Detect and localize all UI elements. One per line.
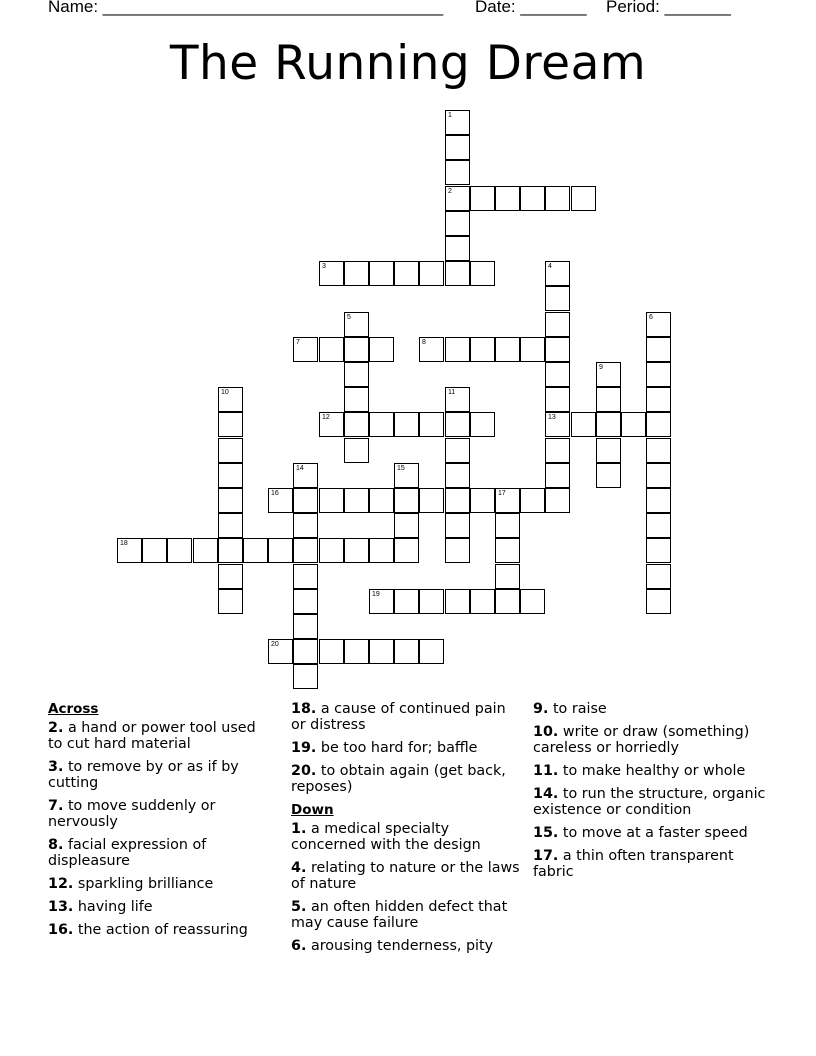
clue-item-number: 17.: [533, 848, 559, 864]
grid-cell[interactable]: [344, 488, 369, 513]
clue-item-number: 7.: [48, 798, 64, 814]
grid-cell[interactable]: [419, 639, 444, 664]
clue-item: [291, 860, 523, 892]
grid-cell[interactable]: [545, 186, 570, 211]
grid-cell[interactable]: [394, 488, 419, 513]
grid-cell[interactable]: [293, 488, 318, 513]
grid-cell[interactable]: [394, 589, 419, 614]
clue-item-text: to remove by or as if by cutting: [48, 759, 239, 791]
name-field-label[interactable]: Name: ____________________________________: [48, 0, 444, 16]
grid-cell[interactable]: [445, 387, 470, 412]
clue-item-text: to obtain again (get back, reposes): [291, 763, 506, 795]
clue-item-text: write or draw (something) careless or horriedly: [533, 724, 750, 756]
grid-cell[interactable]: [470, 412, 495, 437]
grid-cell[interactable]: [646, 589, 671, 614]
clue-number: 19: [372, 591, 380, 598]
grid-cell[interactable]: [243, 538, 268, 563]
clue-item: [291, 740, 523, 756]
grid-cell[interactable]: [596, 387, 621, 412]
grid-cell[interactable]: [545, 412, 570, 437]
grid-cell[interactable]: [419, 488, 444, 513]
clue-number: 10: [221, 389, 229, 396]
grid-cell[interactable]: [495, 538, 520, 563]
clue-item-number: 14.: [533, 786, 559, 802]
clue-item: [533, 848, 773, 880]
clue-number: 20: [271, 641, 279, 648]
grid-cell[interactable]: [495, 488, 520, 513]
grid-cell[interactable]: [117, 538, 142, 563]
grid-cell[interactable]: [470, 589, 495, 614]
grid-cell[interactable]: [193, 538, 218, 563]
grid-cell[interactable]: [293, 589, 318, 614]
clue-item-number: 8.: [48, 837, 64, 853]
clue-item: [533, 825, 773, 841]
clue-item-number: 11.: [533, 763, 559, 779]
grid-cell[interactable]: [621, 412, 646, 437]
grid-cell[interactable]: [571, 186, 596, 211]
grid-cell[interactable]: [445, 589, 470, 614]
clue-item: [291, 701, 523, 733]
grid-cell[interactable]: [646, 337, 671, 362]
grid-cell[interactable]: [571, 412, 596, 437]
grid-cell[interactable]: [495, 564, 520, 589]
clue-item-number: 18.: [291, 701, 317, 717]
clue-item: [533, 763, 773, 779]
grid-cell[interactable]: [445, 513, 470, 538]
clue-item: [291, 899, 523, 931]
grid-cell[interactable]: [369, 412, 394, 437]
grid-cell[interactable]: [319, 639, 344, 664]
clue-item-text: a hand or power tool used to cut hard material: [48, 720, 256, 752]
grid-cell[interactable]: [369, 639, 394, 664]
clue-item: [533, 786, 773, 818]
grid-cell[interactable]: [646, 513, 671, 538]
grid-cell[interactable]: [394, 639, 419, 664]
clue-item: [291, 763, 523, 795]
grid-cell[interactable]: [445, 211, 470, 236]
clue-item-number: 16.: [48, 922, 74, 938]
grid-cell[interactable]: [596, 438, 621, 463]
grid-cell[interactable]: [646, 412, 671, 437]
across-clue-list-continued: [291, 701, 523, 795]
grid-cell[interactable]: [646, 312, 671, 337]
grid-cell[interactable]: [319, 337, 344, 362]
grid-cell[interactable]: [394, 412, 419, 437]
clue-number: 4: [548, 263, 552, 270]
grid-cell[interactable]: [445, 160, 470, 185]
clue-item: [291, 938, 523, 954]
grid-cell[interactable]: [596, 412, 621, 437]
grid-cell[interactable]: [218, 387, 243, 412]
clue-number: 16: [271, 490, 279, 497]
clue-number: 8: [422, 339, 426, 346]
grid-cell[interactable]: [293, 513, 318, 538]
clue-item: [48, 922, 273, 938]
grid-cell[interactable]: [167, 538, 192, 563]
grid-cell[interactable]: [293, 538, 318, 563]
clue-item-number: 9.: [533, 701, 549, 717]
clues-column-1: [48, 701, 273, 945]
grid-cell[interactable]: [545, 387, 570, 412]
grid-cell[interactable]: [319, 261, 344, 286]
clue-item-text: a cause of continued pain or distress: [291, 701, 506, 733]
grid-cell[interactable]: [344, 639, 369, 664]
grid-cell[interactable]: [369, 589, 394, 614]
clue-item-text: an often hidden defect that may cause failure: [291, 899, 508, 931]
grid-cell[interactable]: [646, 438, 671, 463]
grid-cell[interactable]: [344, 362, 369, 387]
grid-cell[interactable]: [293, 614, 318, 639]
clue-item-number: 10.: [533, 724, 559, 740]
grid-cell[interactable]: [445, 261, 470, 286]
grid-cell[interactable]: [394, 261, 419, 286]
grid-cell[interactable]: [369, 337, 394, 362]
grid-cell[interactable]: [545, 463, 570, 488]
grid-cell[interactable]: [394, 513, 419, 538]
grid-cell[interactable]: [268, 538, 293, 563]
grid-cell[interactable]: [344, 387, 369, 412]
grid-cell[interactable]: [646, 463, 671, 488]
grid-cell[interactable]: [218, 538, 243, 563]
grid-cell[interactable]: [470, 337, 495, 362]
grid-cell[interactable]: [293, 664, 318, 689]
grid-cell[interactable]: [142, 538, 167, 563]
clue-number: 7: [296, 339, 300, 346]
clue-number: 2: [448, 188, 452, 195]
grid-cell[interactable]: [419, 589, 444, 614]
grid-cell[interactable]: [445, 412, 470, 437]
down-clue-list: [291, 821, 523, 954]
clue-number: 14: [296, 465, 304, 472]
grid-cell[interactable]: [369, 538, 394, 563]
grid-cell[interactable]: [646, 362, 671, 387]
clue-item-number: 12.: [48, 876, 74, 892]
down-clue-list-continued: [533, 701, 773, 880]
grid-cell[interactable]: [218, 589, 243, 614]
grid-cell[interactable]: [268, 488, 293, 513]
clue-item-text: to move at a faster speed: [562, 825, 748, 841]
clues-column-2: [291, 701, 523, 961]
clue-item: [48, 899, 273, 915]
across-clue-list: [48, 720, 273, 938]
grid-cell[interactable]: [369, 488, 394, 513]
clue-item-number: 2.: [48, 720, 64, 736]
grid-cell[interactable]: [445, 236, 470, 261]
clue-number: 11: [448, 389, 456, 396]
grid-cell[interactable]: [545, 286, 570, 311]
clue-number: 17: [498, 490, 506, 497]
clue-item-text: to raise: [552, 701, 607, 717]
clue-item-text: to make healthy or whole: [562, 763, 746, 779]
date-field-label[interactable]: Date: _______: [475, 0, 587, 16]
grid-cell[interactable]: [445, 488, 470, 513]
clue-item-text: sparkling brilliance: [77, 876, 214, 892]
clue-item-text: a medical specialty concerned with the design: [291, 821, 481, 853]
clue-item-text: the action of reassuring: [77, 922, 248, 938]
grid-cell[interactable]: [520, 589, 545, 614]
grid-cell[interactable]: [495, 589, 520, 614]
clue-number: 18: [120, 540, 128, 547]
grid-cell[interactable]: [369, 261, 394, 286]
grid-cell[interactable]: [293, 564, 318, 589]
across-heading: Across: [48, 701, 99, 717]
clue-number: 13: [548, 414, 556, 421]
clue-number: 3: [322, 263, 326, 270]
clue-item-number: 4.: [291, 860, 307, 876]
grid-cell[interactable]: [495, 337, 520, 362]
grid-cell[interactable]: [445, 538, 470, 563]
clue-item-text: to move suddenly or nervously: [48, 798, 216, 830]
clue-item-text: arousing tenderness, pity: [310, 938, 494, 954]
grid-cell[interactable]: [646, 538, 671, 563]
grid-cell[interactable]: [419, 412, 444, 437]
clue-item: [533, 724, 773, 756]
grid-cell[interactable]: [596, 362, 621, 387]
grid-cell[interactable]: [520, 186, 545, 211]
grid-cell[interactable]: [419, 337, 444, 362]
clue-item: [48, 837, 273, 869]
grid-cell[interactable]: [344, 412, 369, 437]
grid-cell[interactable]: [319, 538, 344, 563]
clue-item-text: to run the structure, organic existence or condition: [533, 786, 766, 818]
clue-item: [48, 798, 273, 830]
puzzle-title: The Running Dream: [169, 36, 647, 91]
clue-item-text: a thin often transparent fabric: [533, 848, 734, 880]
grid-cell[interactable]: [419, 261, 444, 286]
clue-number: 12: [322, 414, 330, 421]
grid-cell[interactable]: [344, 337, 369, 362]
grid-cell[interactable]: [445, 186, 470, 211]
clues-column-3: [533, 701, 773, 887]
grid-cell[interactable]: [445, 438, 470, 463]
clue-number: 1: [448, 112, 452, 119]
grid-cell[interactable]: [646, 564, 671, 589]
grid-cell[interactable]: [596, 463, 621, 488]
grid-cell[interactable]: [319, 412, 344, 437]
grid-cell[interactable]: [646, 488, 671, 513]
grid-cell[interactable]: [545, 337, 570, 362]
clue-item: [291, 821, 523, 853]
grid-cell[interactable]: [646, 387, 671, 412]
grid-cell[interactable]: [545, 488, 570, 513]
grid-cell[interactable]: [445, 463, 470, 488]
grid-cell[interactable]: [293, 337, 318, 362]
grid-cell[interactable]: [344, 312, 369, 337]
grid-cell[interactable]: [470, 186, 495, 211]
grid-cell[interactable]: [470, 261, 495, 286]
clue-number: 15: [397, 465, 405, 472]
grid-cell[interactable]: [344, 261, 369, 286]
grid-cell[interactable]: [545, 261, 570, 286]
grid-cell[interactable]: [545, 362, 570, 387]
grid-cell[interactable]: [445, 135, 470, 160]
clue-item-number: 1.: [291, 821, 307, 837]
grid-cell[interactable]: [520, 337, 545, 362]
clue-item: [533, 701, 773, 717]
clue-item-number: 15.: [533, 825, 559, 841]
grid-cell[interactable]: [545, 438, 570, 463]
grid-cell[interactable]: [520, 488, 545, 513]
clue-item-text: having life: [77, 899, 153, 915]
clue-item-text: facial expression of displeasure: [48, 837, 207, 869]
clue-item: [48, 759, 273, 791]
grid-cell[interactable]: [344, 438, 369, 463]
grid-cell[interactable]: [344, 538, 369, 563]
clue-item: [48, 720, 273, 752]
grid-cell[interactable]: [268, 639, 293, 664]
grid-cell[interactable]: [293, 463, 318, 488]
grid-cell[interactable]: [218, 513, 243, 538]
grid-cell[interactable]: [319, 488, 344, 513]
grid-cell[interactable]: [218, 564, 243, 589]
clue-number: 9: [599, 364, 603, 371]
grid-cell[interactable]: [218, 412, 243, 437]
clue-item-number: 13.: [48, 899, 74, 915]
clue-item-number: 20.: [291, 763, 317, 779]
grid-cell[interactable]: [218, 488, 243, 513]
clue-item-number: 5.: [291, 899, 307, 915]
grid-cell[interactable]: [394, 538, 419, 563]
down-heading: Down: [291, 802, 334, 818]
grid-cell[interactable]: [394, 463, 419, 488]
clue-number: 6: [649, 314, 653, 321]
period-field-label[interactable]: Period: _______: [606, 0, 731, 16]
clue-item-number: 19.: [291, 740, 317, 756]
grid-cell[interactable]: [445, 337, 470, 362]
clue-item-number: 6.: [291, 938, 307, 954]
clue-item-text: relating to nature or the laws of nature: [291, 860, 520, 892]
clue-item-number: 3.: [48, 759, 64, 775]
clue-item: [48, 876, 273, 892]
grid-cell[interactable]: [218, 438, 243, 463]
grid-cell[interactable]: [218, 463, 243, 488]
grid-cell[interactable]: [545, 312, 570, 337]
grid-cell[interactable]: [495, 513, 520, 538]
grid-cell[interactable]: [293, 639, 318, 664]
clue-item-text: be too hard for; baffle: [320, 740, 478, 756]
clue-number: 5: [347, 314, 351, 321]
grid-cell[interactable]: [495, 186, 520, 211]
grid-cell[interactable]: [445, 110, 470, 135]
grid-cell[interactable]: [470, 488, 495, 513]
